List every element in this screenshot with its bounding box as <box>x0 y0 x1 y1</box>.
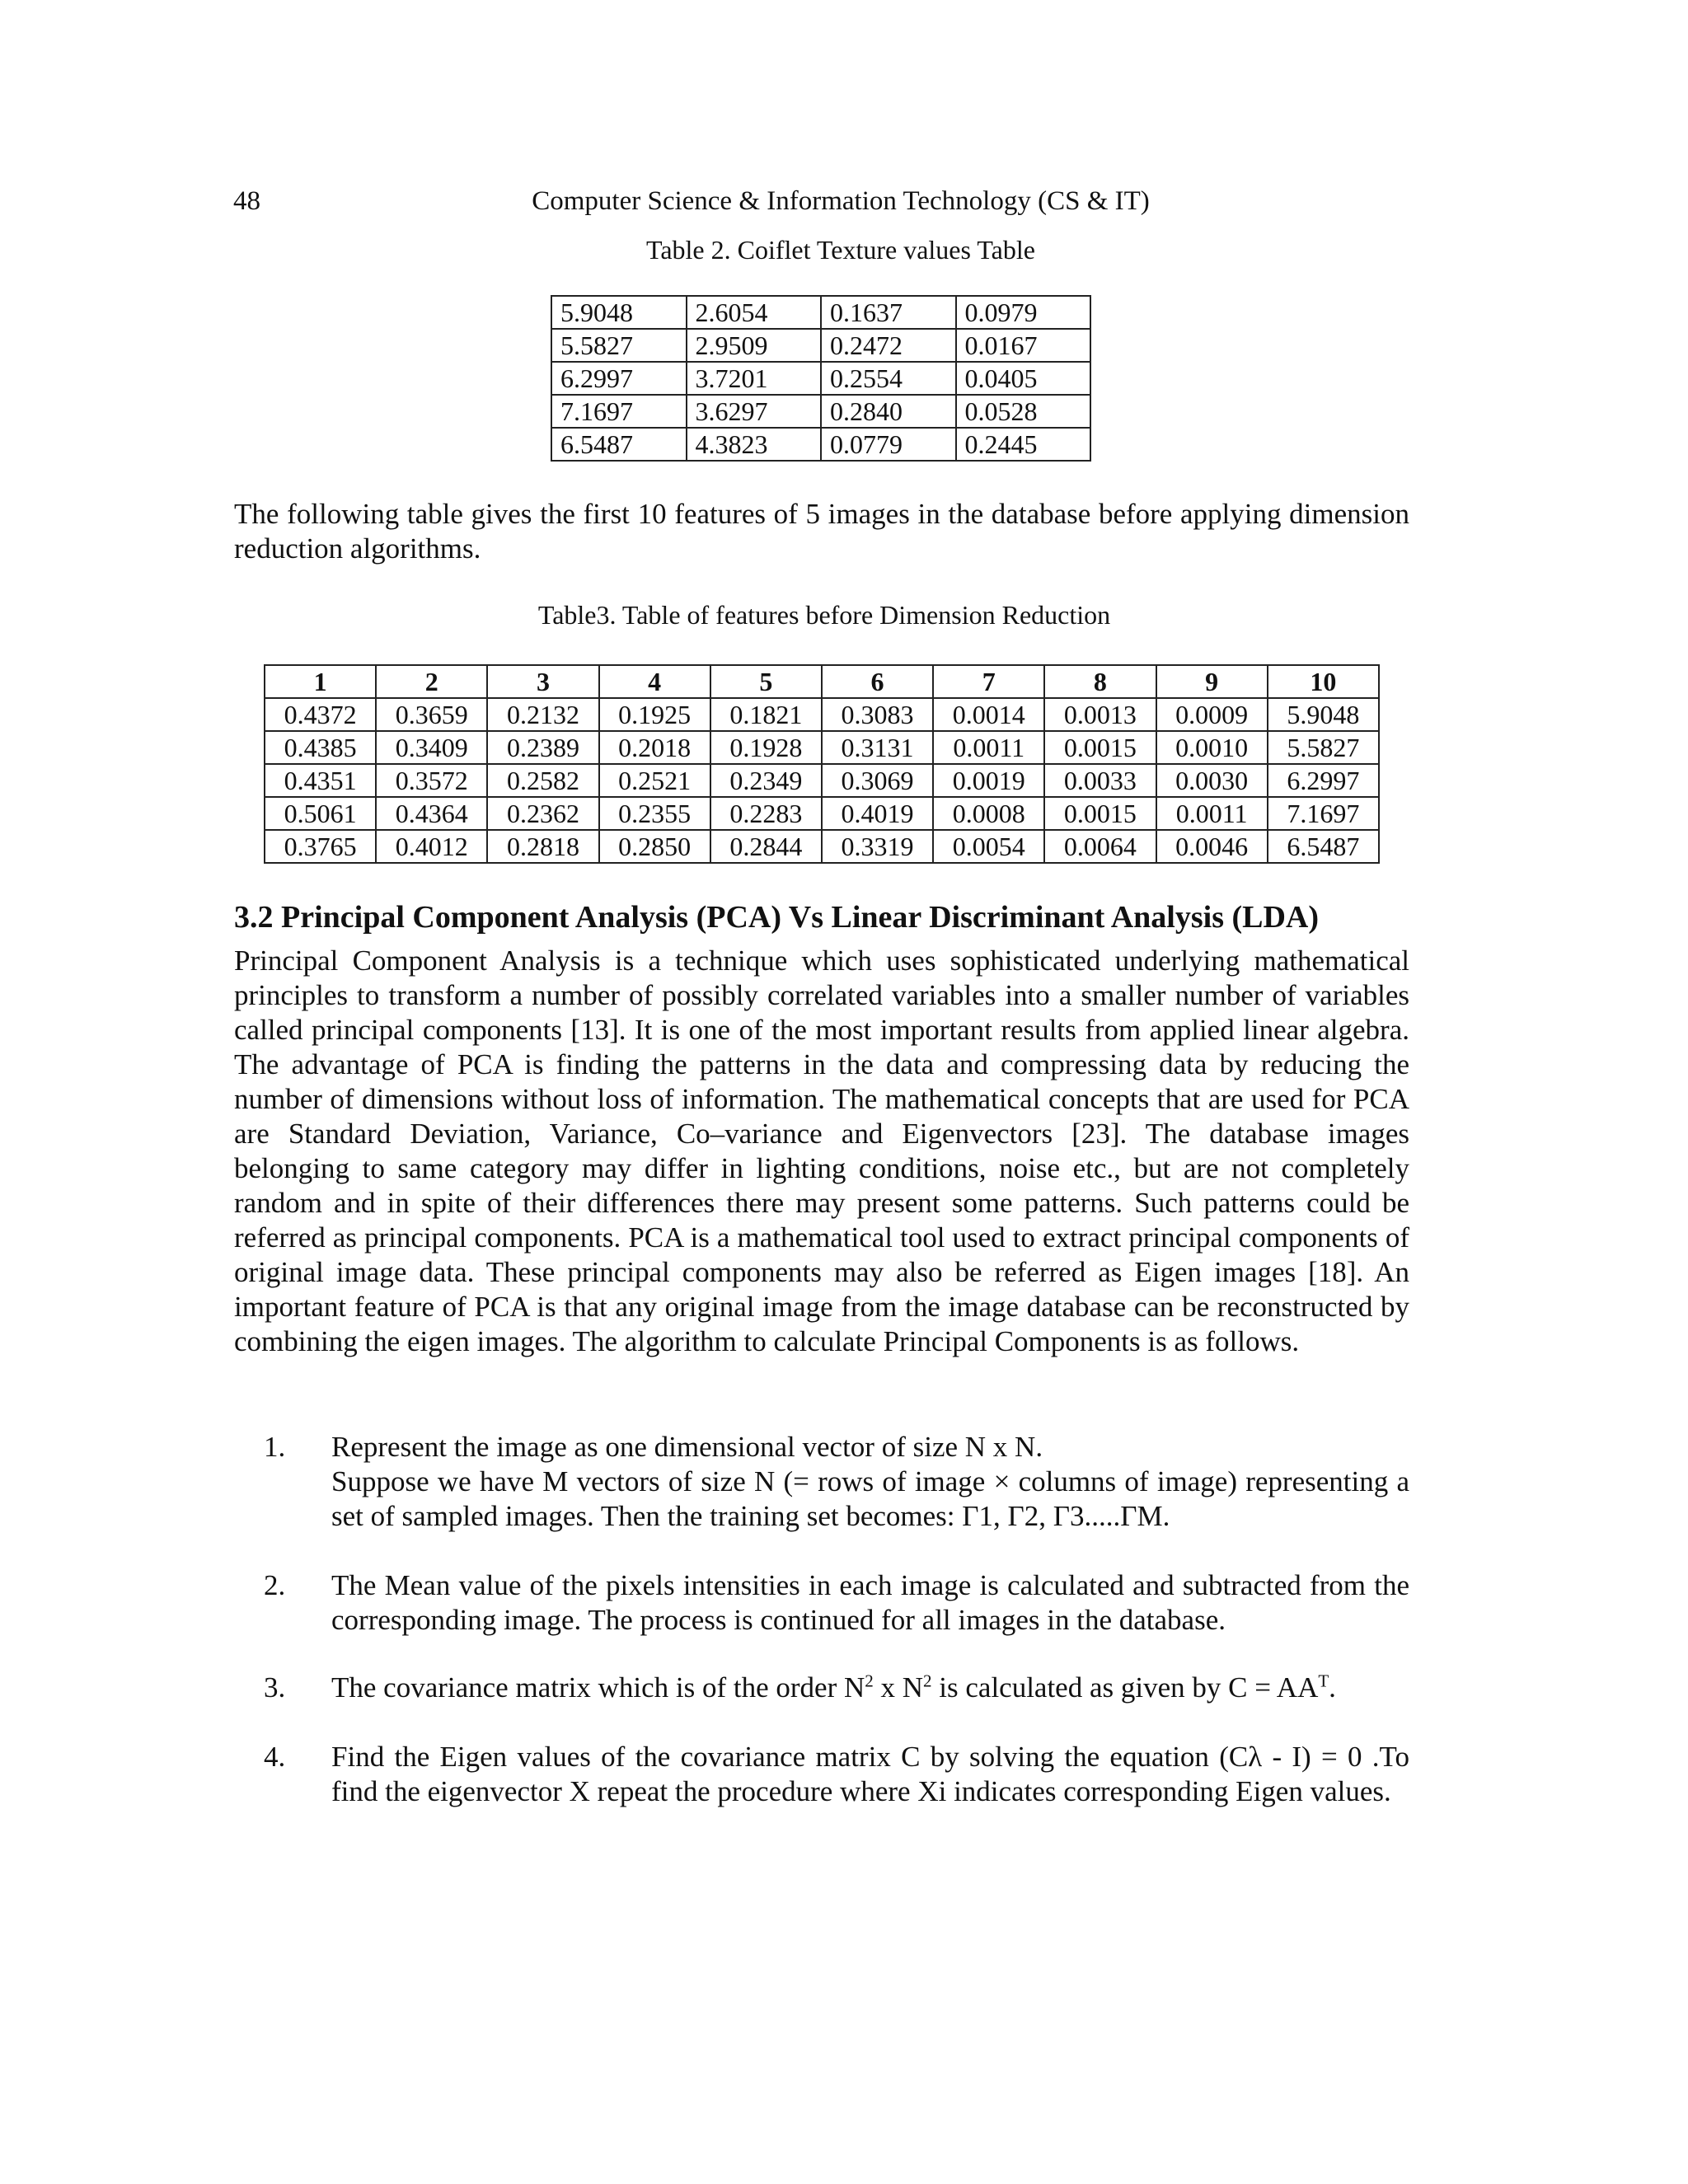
column-header: 7 <box>933 665 1044 698</box>
table-cell: 0.3083 <box>822 698 933 731</box>
table-cell: 0.4364 <box>376 797 487 830</box>
table-cell: 0.1637 <box>821 296 956 329</box>
table-row <box>265 797 1379 830</box>
table-cell: 0.2132 <box>487 698 598 731</box>
column-header: 10 <box>1268 665 1379 698</box>
table-cell: 5.5827 <box>1268 731 1379 764</box>
table-cell: 0.2349 <box>710 764 822 797</box>
text-run: x N <box>873 1671 924 1704</box>
column-header: 2 <box>376 665 487 698</box>
table-cell: 0.1925 <box>599 698 710 731</box>
table-cell: 0.0054 <box>933 830 1044 863</box>
table-cell: 0.3409 <box>376 731 487 764</box>
coiflet-texture-table <box>551 295 1091 462</box>
table-row <box>265 830 1379 863</box>
features-table <box>264 664 1380 864</box>
table-cell: 5.9048 <box>551 296 687 329</box>
table-cell: 0.2389 <box>487 731 598 764</box>
table-cell: 0.3572 <box>376 764 487 797</box>
section-heading: 3.2 Principal Component Analysis (PCA) Vs Linear Discriminant Analysis (LDA) <box>234 900 1320 935</box>
column-header: 8 <box>1044 665 1156 698</box>
table-cell: 6.2997 <box>551 362 687 395</box>
table-cell: 0.0528 <box>956 395 1091 428</box>
table-cell: 7.1697 <box>551 395 687 428</box>
list-item-text: Suppose we have M vectors of size N (= rows of image × columns of image) representing a set of sampled images. Then the training set becomes: Γ1, Γ2, Γ3.....ΓM. <box>331 1465 1409 1532</box>
table-cell: 0.0011 <box>933 731 1044 764</box>
table-cell: 0.0030 <box>1156 764 1268 797</box>
table-cell: 0.3765 <box>265 830 376 863</box>
text-run: is calculated as given by C = AA <box>931 1671 1319 1704</box>
table-cell: 0.0033 <box>1044 764 1156 797</box>
list-number: 1. <box>264 1431 286 1463</box>
column-header: 9 <box>1156 665 1268 698</box>
list-item <box>264 1671 1409 1705</box>
list-item-text: Find the Eigen values of the covariance matrix C by solving the equation (Cλ - I) = 0 .To find the eigenvector X repeat the procedure where Xi indicates corresponding Eigen values. <box>331 1741 1409 1807</box>
table-cell: 0.0010 <box>1156 731 1268 764</box>
table-cell: 2.9509 <box>687 329 822 362</box>
table-row <box>551 362 1090 395</box>
list-number: 2. <box>264 1569 286 1601</box>
table-cell: 7.1697 <box>1268 797 1379 830</box>
list-number: 4. <box>264 1741 286 1773</box>
table-cell: 0.0013 <box>1044 698 1156 731</box>
table-cell: 0.2844 <box>710 830 822 863</box>
table-cell: 0.2582 <box>487 764 598 797</box>
table-cell: 0.2355 <box>599 797 710 830</box>
table-cell: 0.4012 <box>376 830 487 863</box>
table-cell: 0.4351 <box>265 764 376 797</box>
table-cell: 0.0009 <box>1156 698 1268 731</box>
table-cell: 0.0167 <box>956 329 1091 362</box>
table-header-row <box>265 665 1379 698</box>
superscript: 2 <box>865 1671 874 1691</box>
table-cell: 5.5827 <box>551 329 687 362</box>
list-item-text <box>331 1671 1409 1705</box>
text-run: The covariance matrix which is of the order N <box>331 1671 865 1704</box>
table-cell: 0.2445 <box>956 428 1091 461</box>
table-cell: 0.2472 <box>821 329 956 362</box>
table-cell: 0.0015 <box>1044 797 1156 830</box>
column-header: 3 <box>487 665 598 698</box>
column-header: 6 <box>822 665 933 698</box>
list-item-text: Represent the image as one dimensional vector of size N x N. <box>331 1431 1043 1463</box>
table-cell: 0.1928 <box>710 731 822 764</box>
table-cell: 0.3659 <box>376 698 487 731</box>
table-cell: 0.2283 <box>710 797 822 830</box>
list-number: 3. <box>264 1671 286 1704</box>
table-row <box>551 329 1090 362</box>
table-row <box>265 731 1379 764</box>
table-cell: 0.0014 <box>933 698 1044 731</box>
table-cell: 0.4372 <box>265 698 376 731</box>
table-row <box>551 395 1090 428</box>
table-cell: 0.2818 <box>487 830 598 863</box>
table-cell: 0.0011 <box>1156 797 1268 830</box>
table-cell: 0.0008 <box>933 797 1044 830</box>
table-cell: 0.0779 <box>821 428 956 461</box>
table-cell: 0.0064 <box>1044 830 1156 863</box>
table2-caption: Table 2. Coiflet Texture values Table <box>646 235 1035 265</box>
column-header: 5 <box>710 665 822 698</box>
list-item-text: The Mean value of the pixels intensities in each image is calculated and subtracted from the corresponding image. The process is continued for all images in the database. <box>331 1569 1409 1636</box>
table-cell: 0.2850 <box>599 830 710 863</box>
table-cell: 4.3823 <box>687 428 822 461</box>
list-item <box>264 1430 1409 1534</box>
table-cell: 0.2521 <box>599 764 710 797</box>
table-cell: 0.2840 <box>821 395 956 428</box>
table-cell: 6.5487 <box>1268 830 1379 863</box>
table-row <box>551 428 1090 461</box>
intro-paragraph: The following table gives the first 10 features of 5 images in the database before applying dimension reduction algorithms. <box>234 498 1409 565</box>
text-run: . <box>1329 1671 1336 1704</box>
table-cell: 0.2554 <box>821 362 956 395</box>
table-row <box>551 296 1090 329</box>
table-cell: 3.7201 <box>687 362 822 395</box>
table-cell: 0.4385 <box>265 731 376 764</box>
table-cell: 0.3069 <box>822 764 933 797</box>
table-cell: 6.5487 <box>551 428 687 461</box>
table-cell: 6.2997 <box>1268 764 1379 797</box>
table-row <box>265 698 1379 731</box>
table-cell: 0.2362 <box>487 797 598 830</box>
table-cell: 0.3319 <box>822 830 933 863</box>
table-cell: 0.0979 <box>956 296 1091 329</box>
table-cell: 0.0046 <box>1156 830 1268 863</box>
table-cell: 0.2018 <box>599 731 710 764</box>
table-cell: 0.1821 <box>710 698 822 731</box>
table-cell: 2.6054 <box>687 296 822 329</box>
table-cell: 0.0019 <box>933 764 1044 797</box>
table-cell: 0.3131 <box>822 731 933 764</box>
table-cell: 0.4019 <box>822 797 933 830</box>
list-item <box>264 1740 1409 1844</box>
table-cell: 0.5061 <box>265 797 376 830</box>
table-cell: 0.0405 <box>956 362 1091 395</box>
table3-caption: Table3. Table of features before Dimension Reduction <box>537 600 1111 630</box>
superscript: T <box>1318 1671 1329 1691</box>
table-row <box>265 764 1379 797</box>
table-cell: 3.6297 <box>687 395 822 428</box>
column-header: 1 <box>265 665 376 698</box>
page-number: 48 <box>233 186 260 216</box>
table-cell: 5.9048 <box>1268 698 1379 731</box>
superscript: 2 <box>923 1671 932 1691</box>
pca-paragraph: Principal Component Analysis is a technique which uses sophisticated underlying mathematical principles to transform a number of possibly correlated variables into a smaller number of variables called principal components [13]. It is one of the most important results from applied linear algebra. The advantage of PCA is finding the patterns in the data and compressing data by reducing the number of dimensions without loss of information. The mathematical concepts that are used for PCA are Standard Deviation, Variance, Co–variance and Eigenvectors [23]. The database images belonging to same category may differ in lighting conditions, noise etc., but are not completely random and in spite of their differences there may present some patterns. Such patterns could be referred as principal components. PCA is a mathematical tool used to extract principal components of original image data. These principal components may also be referred as Eigen images [18]. An important feature of PCA is that any original image from the image database can be reconstructed by combining the eigen images. The algorithm to calculate Principal Components is as follows. <box>234 944 1409 1357</box>
running-head: Computer Science & Information Technology (CS & IT) <box>532 186 1150 216</box>
list-item <box>264 1568 1409 1638</box>
table-cell: 0.0015 <box>1044 731 1156 764</box>
column-header: 4 <box>599 665 710 698</box>
